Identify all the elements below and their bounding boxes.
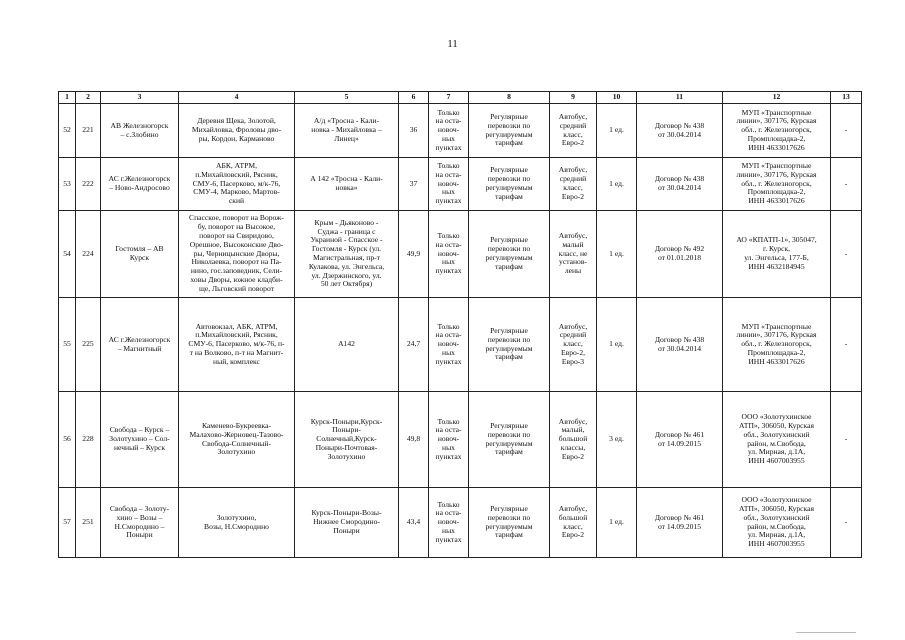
header-cell: 8 — [469, 92, 550, 104]
table-cell: 53 — [59, 158, 76, 211]
scan-artifact — [796, 632, 856, 633]
table-cell: Только на оста- новоч- ных пунктах — [429, 104, 469, 158]
table-cell: АС г.Железногорск – Магнитный — [101, 298, 179, 392]
table-cell: АС г.Железногорск – Ново-Андросово — [101, 158, 179, 211]
table-cell: 1 ед. — [597, 104, 637, 158]
header-cell: 5 — [295, 92, 399, 104]
table-cell: Золотухино, Возы, Н.Смородино — [179, 488, 295, 558]
table-cell: Свобода – Золоту- хино – Возы – Н.Смородино – Поныри — [101, 488, 179, 558]
table-cell: Договор № 438 от 30.04.2014 — [637, 158, 723, 211]
table-cell: - — [831, 392, 862, 488]
table-cell: ООО «Золотухинское АТП», 306050, Курская обл., Золотухинский район, м.Свобода, ул. Мирная, д.1А, ИНН 4607003955 — [723, 488, 831, 558]
table-cell: Регулярные перевозки по регулируемым тарифам — [469, 392, 550, 488]
table-cell: 3 ед. — [597, 392, 637, 488]
table-cell: Договор № 461 от 14.09.2015 — [637, 488, 723, 558]
table-cell: 43,4 — [399, 488, 429, 558]
table-cell: Свобода – Курск – Золотухино – Сол- нечный – Курск — [101, 392, 179, 488]
table-cell: МУП «Транспортные линии», 307176, Курская обл., г. Железногорск, Промплощадка-2, ИНН 4633017626 — [723, 104, 831, 158]
table-cell: Автобус, малый, большой классы, Евро-2 — [550, 392, 597, 488]
table-cell: Регулярные перевозки по регулируемым тарифам — [469, 298, 550, 392]
page-number: 11 — [447, 38, 458, 50]
table-cell: Регулярные перевозки по регулируемым тарифам — [469, 211, 550, 298]
table-cell: МУП «Транспортные линии», 307176, Курская обл., г. Железногорск, Промплощадка-2, ИНН 4633017626 — [723, 298, 831, 392]
table-cell: МУП «Транспортные линии», 307176, Курская обл., г. Железногорск, Промплощадка-2, ИНН 4633017626 — [723, 158, 831, 211]
header-cell: 7 — [429, 92, 469, 104]
table-cell: Договор № 438 от 30.04.2014 — [637, 298, 723, 392]
table-row — [59, 298, 862, 392]
table-cell: Курск-Поныри,Курск- Поныри- Солнечный,Курск- Поныри-Почтовая- Золотухино — [295, 392, 399, 488]
table-cell: Крым - Дьяконово - Суджа - граница с Украиной - Спасское - Гостомля - Курск (ул. Магистральная, пр-т Кулакова, ул. Энгельса, ул. Дзержинского, ул. 50 лет Октября) — [295, 211, 399, 298]
table-cell: - — [831, 158, 862, 211]
routes-table — [58, 91, 862, 558]
table-cell: 1 ед. — [597, 211, 637, 298]
table-row — [59, 158, 862, 211]
table-cell: 224 — [76, 211, 101, 298]
table-cell: 221 — [76, 104, 101, 158]
table-cell: Только на оста- новоч- ных пунктах — [429, 488, 469, 558]
table-row — [59, 104, 862, 158]
header-cell: 9 — [550, 92, 597, 104]
table-cell: 54 — [59, 211, 76, 298]
table-cell: 225 — [76, 298, 101, 392]
header-cell: 11 — [637, 92, 723, 104]
table-cell: 1 ед. — [597, 488, 637, 558]
table-cell: А/д «Тросна - Кали- новка - Михайловка – Линец» — [295, 104, 399, 158]
table-cell: А 142 «Тросна - Кали- новка» — [295, 158, 399, 211]
table-row — [59, 392, 862, 488]
table-cell: Спасское, поворот на Ворож- бу, поворот на Высокое, поворот на Свиридово, Орешное, Высоконские Дво- ры, Черницынские Дворы, Николаевка, поворот на Па- нино, гос.заповедник, Сели- ховы Дворы, южное кладби- ще, Льговский поворот — [179, 211, 295, 298]
table-cell: 251 — [76, 488, 101, 558]
table-cell: Регулярные перевозки по регулируемым тарифам — [469, 158, 550, 211]
table-cell: Автобус, малый класс, не установ- лены — [550, 211, 597, 298]
table-cell: Курск-Поныри-Возы- Нижнее Смородино- Поныри — [295, 488, 399, 558]
table-cell: Только на оста- новоч- ных пунктах — [429, 158, 469, 211]
header-cell: 4 — [179, 92, 295, 104]
table-cell: Автобус, средний класс, Евро-2, Евро-3 — [550, 298, 597, 392]
table-cell: Только на оста- новоч- ных пунктах — [429, 392, 469, 488]
table-cell: 49,8 — [399, 392, 429, 488]
table-cell: 55 — [59, 298, 76, 392]
table-cell: Только на оста- новоч- ных пунктах — [429, 211, 469, 298]
header-cell: 3 — [101, 92, 179, 104]
table-cell: Деревня Щека, Золотой, Михайловка, Фроловы дво- ры, Кордон, Карманово — [179, 104, 295, 158]
header-cell: 12 — [723, 92, 831, 104]
table-cell: 228 — [76, 392, 101, 488]
table-cell: ООО «Золотухинское АТП», 306050, Курская обл., Золотухинский район, м.Свобода, ул. Мирная, д.1А, ИНН 4607003955 — [723, 392, 831, 488]
table-cell: 1 ед. — [597, 158, 637, 211]
table-cell: Только на оста- новоч- ных пунктах — [429, 298, 469, 392]
table-cell: Гостомля – АВ Курск — [101, 211, 179, 298]
table-cell: 37 — [399, 158, 429, 211]
table-cell: - — [831, 488, 862, 558]
table-cell: 52 — [59, 104, 76, 158]
table-cell: Автобус, средний класс, Евро-2 — [550, 158, 597, 211]
table-cell: АБК, АТРМ, п.Михайловский, Рясник, СМУ-6, Пасерково, м/к-76, СМУ-4, Марково, Мартов- ский — [179, 158, 295, 211]
table-cell: 57 — [59, 488, 76, 558]
header-cell: 10 — [597, 92, 637, 104]
table-cell: А142 — [295, 298, 399, 392]
table-cell: - — [831, 104, 862, 158]
table-cell: Автовокзал, АБК, АТРМ, п.Михайловский, Рясник, СМУ-6, Пасерково, м/к-76, п- т на Волково, п-т на Магнит- ный, комплекс — [179, 298, 295, 392]
table-cell: 1 ед. — [597, 298, 637, 392]
table-cell: 222 — [76, 158, 101, 211]
table-cell: Регулярные перевозки по регулируемым тарифам — [469, 488, 550, 558]
table-cell: 24,7 — [399, 298, 429, 392]
table-cell: Автобус, большой класс, Евро-2 — [550, 488, 597, 558]
table-cell: АВ Железногорск – с.Злобино — [101, 104, 179, 158]
table-cell: - — [831, 298, 862, 392]
table-row — [59, 211, 862, 298]
table-cell: Автобус, средний класс, Евро-2 — [550, 104, 597, 158]
table-cell: 36 — [399, 104, 429, 158]
header-cell: 1 — [59, 92, 76, 104]
header-cell: 6 — [399, 92, 429, 104]
table-cell: 56 — [59, 392, 76, 488]
table-cell: Договор № 438 от 30.04.2014 — [637, 104, 723, 158]
header-cell: 13 — [831, 92, 862, 104]
table-cell: Каменево-Букреевка- Малахово-Жерновец-Тазово- Свобода-Солнечный- Золотухино — [179, 392, 295, 488]
table-row — [59, 488, 862, 558]
header-cell: 2 — [76, 92, 101, 104]
table-cell: Договор № 461 от 14.09.2015 — [637, 392, 723, 488]
table-cell: Договор № 492 от 01.01.2018 — [637, 211, 723, 298]
table-cell: - — [831, 211, 862, 298]
table-cell: АО «КПАТП-1», 305047, г. Курск, ул. Энгельса, 177-Б, ИНН 4632184945 — [723, 211, 831, 298]
table-cell: Регулярные перевозки по регулируемым тарифам — [469, 104, 550, 158]
table-cell: 49,9 — [399, 211, 429, 298]
table-header-row — [59, 92, 862, 104]
